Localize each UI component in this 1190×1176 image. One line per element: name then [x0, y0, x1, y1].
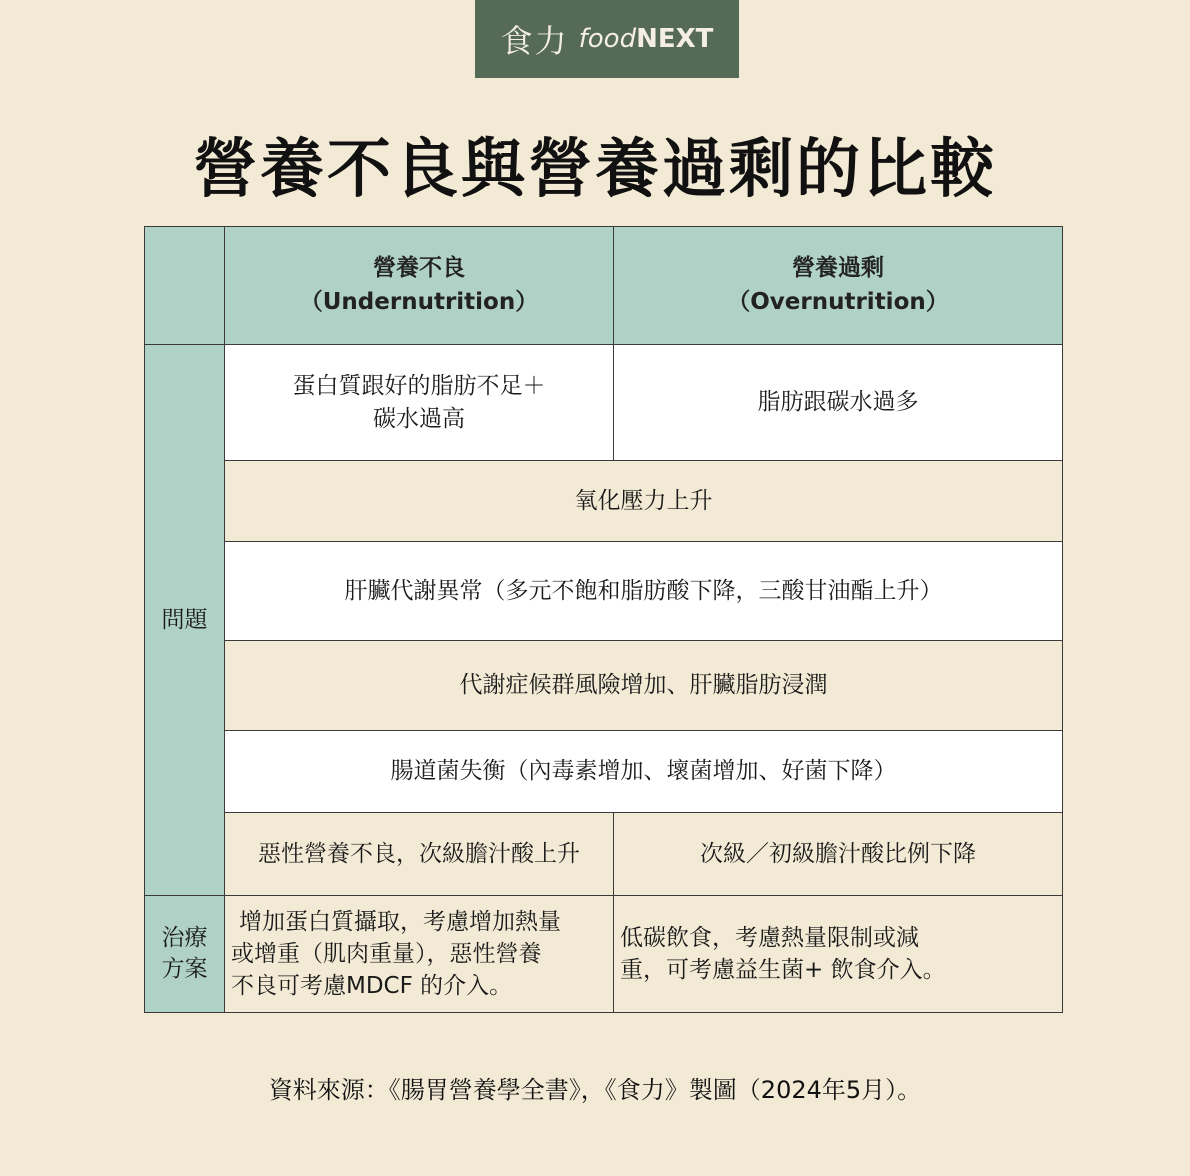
comparison-table — [144, 226, 1063, 1013]
treatment-under: 增加蛋白質攝取，考慮增加熱量 或增重（肌肉重量），惡性營養 不良可考慮MDCF 的介入。 — [225, 896, 614, 1013]
corner-cell — [145, 227, 225, 345]
problem-over-1: 脂肪跟碳水過多 — [614, 345, 1063, 461]
header-overnutrition: 營養過剩 （Overnutrition） — [614, 227, 1063, 345]
shared-problem-2: 肝臟代謝異常（多元不飽和脂肪酸下降，三酸甘油酯上升） — [225, 542, 1063, 641]
source-note: 資料來源：《腸胃營養學全書》，《食力》製圖（2024年5月）。 — [268, 1076, 922, 1104]
row-label-problem: 問題 — [145, 345, 225, 896]
page-title: 營養不良與營養過剩的比較 — [193, 132, 997, 207]
shared-problem-4: 腸道菌失衡（內毒素增加、壞菌增加、好菌下降） — [225, 731, 1063, 813]
row-label-treatment: 治療 方案 — [145, 896, 225, 1013]
header-undernutrition: 營養不良 （Undernutrition） — [225, 227, 614, 345]
shared-problem-3: 代謝症候群風險增加、肝臟脂肪浸潤 — [225, 641, 1063, 731]
logo-latin: foodNEXT — [578, 24, 714, 54]
treatment-over: 低碳飲食，考慮熱量限制或減 重，可考慮益生菌+ 飲食介入。 — [614, 896, 1063, 1013]
problem-over-2: 次級／初級膽汁酸比例下降 — [614, 813, 1063, 896]
shared-problem-1: 氧化壓力上升 — [225, 461, 1063, 542]
brand-logo — [475, 0, 739, 78]
logo-cjk: 食力 — [500, 22, 569, 60]
problem-under-1: 蛋白質跟好的脂肪不足＋ 碳水過高 — [225, 345, 614, 461]
problem-under-2: 惡性營養不良，次級膽汁酸上升 — [225, 813, 614, 896]
